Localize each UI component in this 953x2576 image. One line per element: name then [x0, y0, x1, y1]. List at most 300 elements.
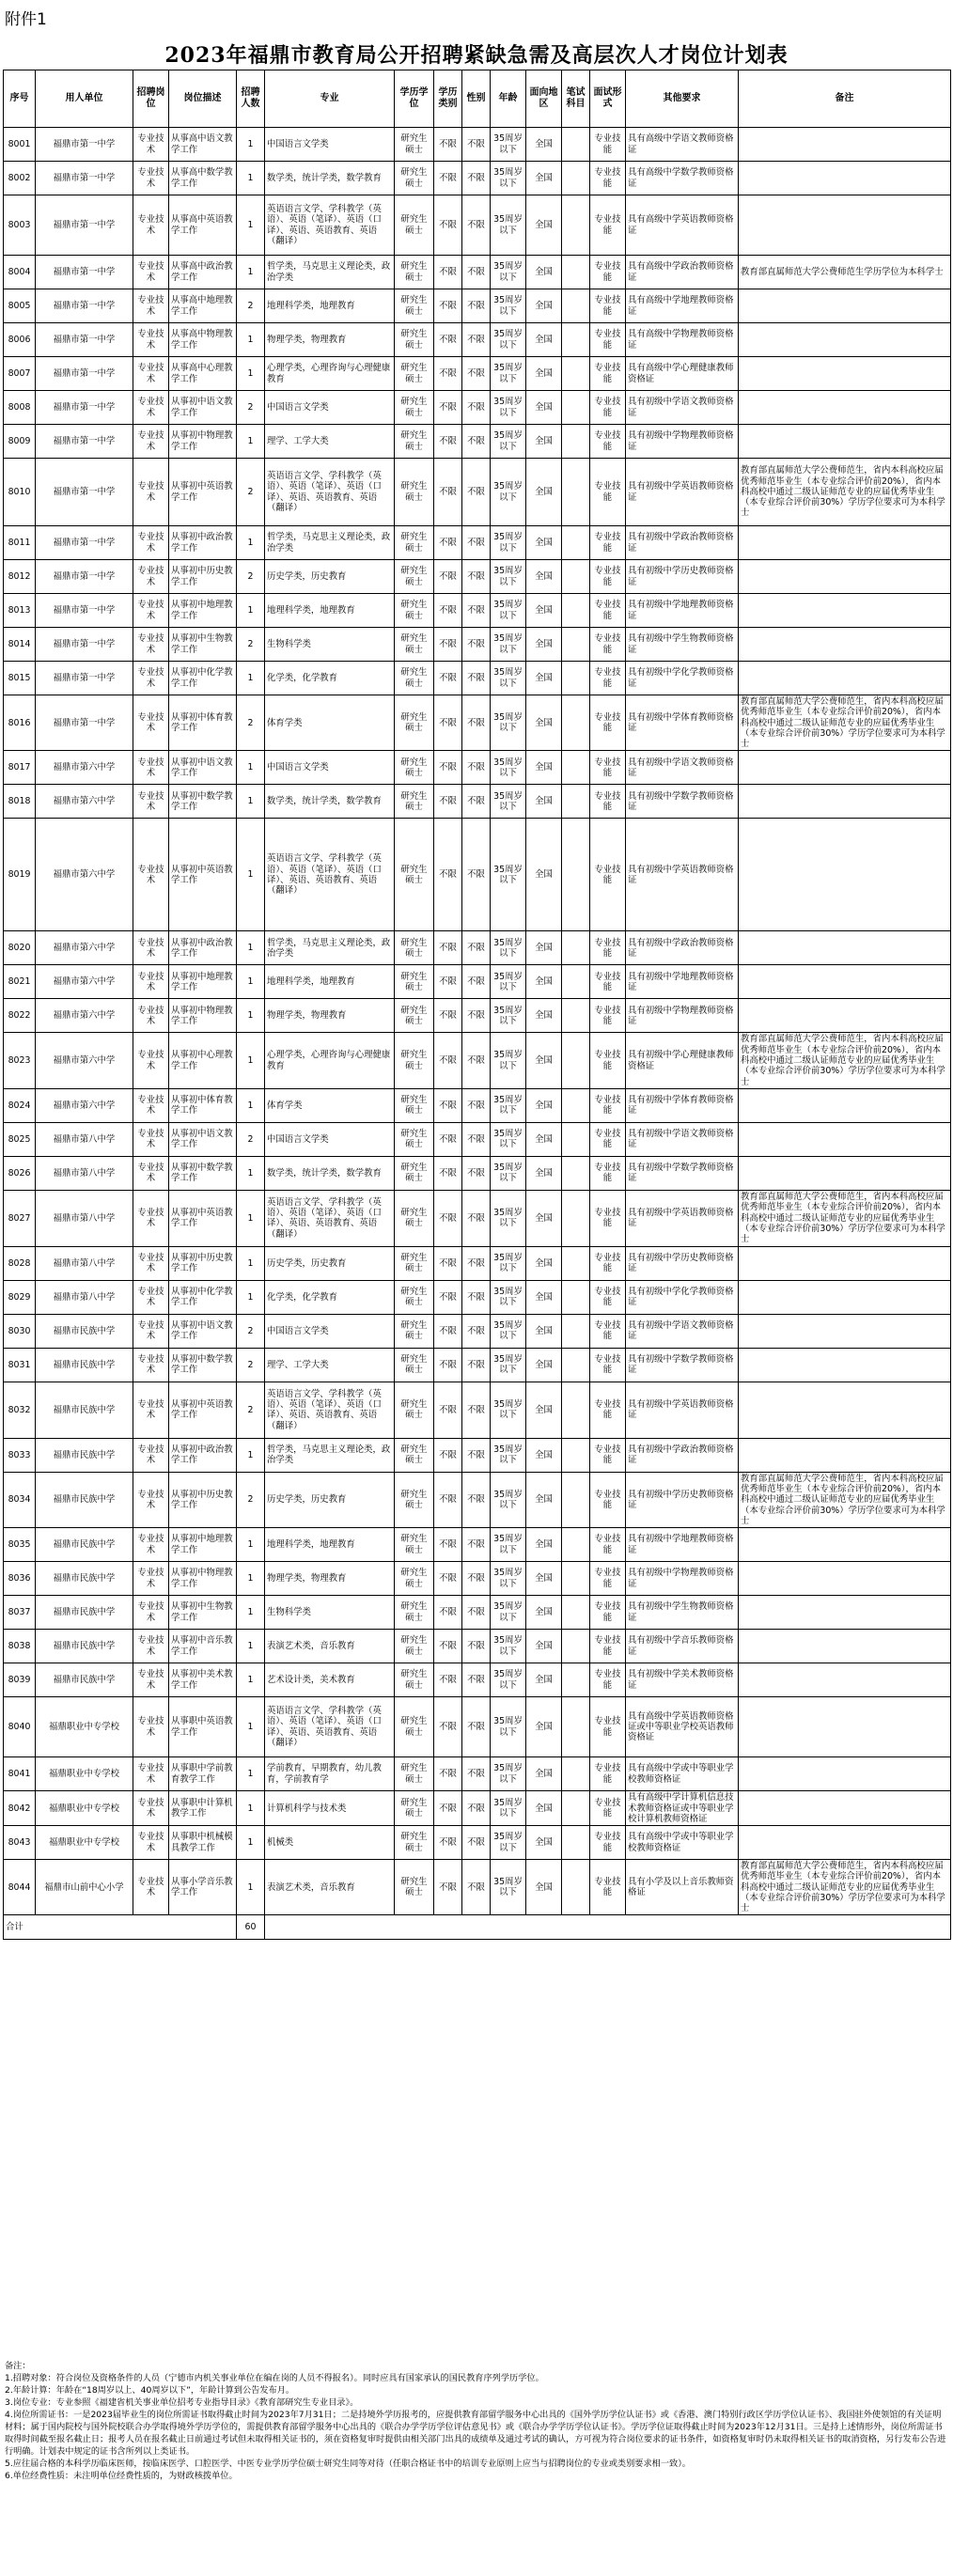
- table-cell: 具有高级中学语文教师资格证: [626, 128, 739, 162]
- table-cell: 专业技术: [133, 560, 169, 594]
- table-cell: 8021: [4, 965, 36, 999]
- table-cell: [562, 1663, 590, 1697]
- table-cell: 研究生硕士: [395, 323, 434, 357]
- table-cell: 英语语言文学、学科教学（英语）、英语（笔译）、英语（口译）、英语、英语教育、英语（翻译）: [265, 195, 395, 256]
- table-cell: 不限: [434, 1438, 462, 1472]
- table-cell: [562, 1596, 590, 1630]
- table-cell: 不限: [434, 1246, 462, 1280]
- table-cell: 专业技术: [133, 459, 169, 526]
- table-cell: 不限: [434, 1280, 462, 1314]
- table-cell: 专业技术: [133, 1156, 169, 1190]
- table-cell: [739, 1122, 951, 1156]
- table-cell: 福鼎市民族中学: [36, 1663, 133, 1697]
- table-cell: 专业技能: [590, 1596, 626, 1630]
- table-cell: 具有初级中学数学教师资格证: [626, 785, 739, 819]
- table-cell: 1: [237, 751, 265, 785]
- table-cell: 8020: [4, 931, 36, 965]
- table-row: [4, 323, 951, 357]
- header-cell: 序号: [4, 70, 36, 128]
- table-cell: 1: [237, 1088, 265, 1122]
- table-cell: 8029: [4, 1280, 36, 1314]
- table-cell: 历史学类，历史教育: [265, 560, 395, 594]
- table-cell: 全国: [526, 999, 562, 1033]
- table-cell: 全国: [526, 751, 562, 785]
- table-cell: 从事初中政治教学工作: [169, 931, 237, 965]
- table-cell: 研究生硕士: [395, 628, 434, 662]
- table-cell: 不限: [434, 1348, 462, 1382]
- table-cell: 35周岁以下: [491, 785, 526, 819]
- table-cell: [739, 1826, 951, 1860]
- table-cell: 1: [237, 323, 265, 357]
- table-cell: 全国: [526, 425, 562, 459]
- table-cell: 专业技术: [133, 1088, 169, 1122]
- table-cell: 物理学类，物理教育: [265, 1562, 395, 1596]
- table-cell: 8008: [4, 391, 36, 425]
- table-cell: 哲学类，马克思主义理论类，政治学类: [265, 256, 395, 289]
- table-cell: 福鼎市第一中学: [36, 594, 133, 628]
- table-cell: 不限: [462, 1122, 491, 1156]
- table-cell: 专业技术: [133, 1246, 169, 1280]
- table-cell: 1: [237, 594, 265, 628]
- table-cell: 35周岁以下: [491, 1860, 526, 1915]
- table-cell: 福鼎市民族中学: [36, 1438, 133, 1472]
- table-cell: 不限: [462, 1791, 491, 1826]
- table-cell: 不限: [462, 1757, 491, 1791]
- table-row: [4, 1122, 951, 1156]
- table-cell: 研究生硕士: [395, 425, 434, 459]
- table-cell: [562, 594, 590, 628]
- table-cell: 从事初中地理教学工作: [169, 1528, 237, 1562]
- table-cell: 全国: [526, 1122, 562, 1156]
- table-cell: 不限: [462, 560, 491, 594]
- table-row: [4, 1314, 951, 1348]
- table-cell: [562, 1246, 590, 1280]
- table-cell: [562, 1757, 590, 1791]
- table-cell: [739, 1663, 951, 1697]
- table-cell: 1: [237, 256, 265, 289]
- total-row: [4, 1915, 951, 1940]
- table-cell: 专业技能: [590, 1280, 626, 1314]
- table-cell: 专业技术: [133, 1348, 169, 1382]
- table-cell: 1: [237, 1826, 265, 1860]
- table-cell: 专业技术: [133, 1630, 169, 1663]
- table-cell: [562, 1791, 590, 1826]
- table-cell: [562, 1122, 590, 1156]
- table-cell: 福鼎市第一中学: [36, 128, 133, 162]
- table-cell: 全国: [526, 1382, 562, 1438]
- table-cell: 35周岁以下: [491, 1528, 526, 1562]
- table-cell: 从事初中体育教学工作: [169, 1088, 237, 1122]
- table-cell: 全国: [526, 1757, 562, 1791]
- table-cell: [562, 1438, 590, 1472]
- table-cell: 不限: [434, 819, 462, 931]
- table-cell: 从事职中机械模具教学工作: [169, 1826, 237, 1860]
- table-row: [4, 357, 951, 391]
- table-cell: 专业技术: [133, 357, 169, 391]
- table-cell: 不限: [462, 425, 491, 459]
- header-cell: 面试形式: [590, 70, 626, 128]
- table-cell: 从事初中英语教学工作: [169, 819, 237, 931]
- table-cell: 不限: [434, 1528, 462, 1562]
- table-cell: 从事小学音乐教学工作: [169, 1860, 237, 1915]
- table-cell: 1: [237, 1860, 265, 1915]
- table-cell: [739, 1348, 951, 1382]
- table-cell: 不限: [462, 1190, 491, 1246]
- table-cell: [562, 289, 590, 323]
- table-cell: [739, 323, 951, 357]
- table-cell: [562, 1088, 590, 1122]
- table-cell: 地理科学类，地理教育: [265, 594, 395, 628]
- table-cell: 全国: [526, 1438, 562, 1472]
- table-cell: [562, 256, 590, 289]
- table-cell: 8007: [4, 357, 36, 391]
- table-cell: 全国: [526, 931, 562, 965]
- table-cell: 35周岁以下: [491, 1630, 526, 1663]
- table-cell: 35周岁以下: [491, 1314, 526, 1348]
- table-row: [4, 931, 951, 965]
- table-cell: 35周岁以下: [491, 128, 526, 162]
- table-cell: 从事初中政治教学工作: [169, 1438, 237, 1472]
- table-cell: 2: [237, 628, 265, 662]
- table-cell: 8037: [4, 1596, 36, 1630]
- table-cell: [739, 526, 951, 560]
- table-cell: 8009: [4, 425, 36, 459]
- table-cell: 福鼎市民族中学: [36, 1596, 133, 1630]
- table-cell: 专业技术: [133, 1528, 169, 1562]
- table-cell: 1: [237, 1438, 265, 1472]
- table-cell: 研究生硕士: [395, 1348, 434, 1382]
- table-cell: [562, 965, 590, 999]
- header-cell: 性别: [462, 70, 491, 128]
- table-cell: 数学类，统计学类，数学教育: [265, 1156, 395, 1190]
- table-cell: [562, 695, 590, 751]
- table-cell: [739, 999, 951, 1033]
- table-cell: 不限: [462, 128, 491, 162]
- table-cell: 35周岁以下: [491, 391, 526, 425]
- table-cell: 专业技术: [133, 128, 169, 162]
- table-cell: 35周岁以下: [491, 751, 526, 785]
- table-cell: 8024: [4, 1088, 36, 1122]
- table-cell: 哲学类，马克思主义理论类，政治学类: [265, 1438, 395, 1472]
- table-cell: 中国语言文学类: [265, 391, 395, 425]
- table-cell: [739, 289, 951, 323]
- table-cell: 35周岁以下: [491, 425, 526, 459]
- table-cell: 8040: [4, 1697, 36, 1757]
- note-line: 5.应往届合格的本科学历临床医师，按临床医学、口腔医学、中医专业学历学位硕士研究生同等对待（任职合格证书中的培训专业原则上应当与招聘岗位的专业或类别要求相一致）。: [5, 2459, 691, 2469]
- table-body: [4, 128, 951, 1940]
- table-cell: 不限: [434, 1596, 462, 1630]
- table-cell: 不限: [462, 1088, 491, 1122]
- table-cell: 不限: [462, 1246, 491, 1280]
- table-cell: 从事初中语文教学工作: [169, 751, 237, 785]
- table-cell: 英语语言文学、学科教学（英语）、英语（笔译）、英语（口译）、英语、英语教育、英语（翻译）: [265, 459, 395, 526]
- table-cell: 不限: [434, 1791, 462, 1826]
- header-cell: 学历类别: [434, 70, 462, 128]
- table-cell: 全国: [526, 1528, 562, 1562]
- table-cell: 专业技术: [133, 1596, 169, 1630]
- table-cell: 从事高中地理教学工作: [169, 289, 237, 323]
- table-row: [4, 1826, 951, 1860]
- table-cell: [562, 425, 590, 459]
- table-cell: 艺术设计类，美术教育: [265, 1663, 395, 1697]
- table-cell: 从事初中心理教学工作: [169, 1033, 237, 1088]
- table-cell: [562, 1382, 590, 1438]
- table-cell: 35周岁以下: [491, 1122, 526, 1156]
- table-cell: 物理学类，物理教育: [265, 323, 395, 357]
- table-cell: 专业技能: [590, 526, 626, 560]
- table-cell: 地理科学类，地理教育: [265, 965, 395, 999]
- table-cell: 不限: [434, 751, 462, 785]
- table-cell: 研究生硕士: [395, 1122, 434, 1156]
- table-cell: [739, 628, 951, 662]
- table-cell: 35周岁以下: [491, 1348, 526, 1382]
- table-cell: 不限: [462, 1156, 491, 1190]
- table-cell: 专业技能: [590, 999, 626, 1033]
- table-cell: 35周岁以下: [491, 1438, 526, 1472]
- table-cell: 8012: [4, 560, 36, 594]
- table-cell: 教育部直属师范大学公费师范生，省内本科高校应届优秀师范毕业生（本专业综合评价前20%），省内本科高校中通过二级认证师范专业的应届优秀毕业生（本专业综合评价前30%）学历学位要求可为本科学士: [739, 1190, 951, 1246]
- table-cell: 全国: [526, 323, 562, 357]
- table-cell: 不限: [434, 594, 462, 628]
- table-row: [4, 1472, 951, 1527]
- table-cell: 不限: [434, 1314, 462, 1348]
- table-cell: 8016: [4, 695, 36, 751]
- position-plan-table: [3, 70, 951, 1940]
- table-row: [4, 1860, 951, 1915]
- table-cell: 研究生硕士: [395, 256, 434, 289]
- table-cell: 不限: [434, 195, 462, 256]
- table-cell: 1: [237, 965, 265, 999]
- table-cell: 不限: [462, 819, 491, 931]
- table-cell: 专业技术: [133, 391, 169, 425]
- table-cell: 福鼎市第一中学: [36, 459, 133, 526]
- table-cell: 化学类，化学教育: [265, 662, 395, 695]
- table-cell: 不限: [462, 357, 491, 391]
- table-cell: 8006: [4, 323, 36, 357]
- table-cell: 不限: [434, 1190, 462, 1246]
- table-cell: 1: [237, 1528, 265, 1562]
- table-cell: 35周岁以下: [491, 1826, 526, 1860]
- table-row: [4, 1697, 951, 1757]
- table-cell: 物理学类，物理教育: [265, 999, 395, 1033]
- table-cell: 专业技术: [133, 931, 169, 965]
- note-line: 4.岗位所需证书：一是2023届毕业生的岗位所需证书取得截止时间为2023年7月31日；二是持境外学历报考的，应提供教育部留学服务中心出具的《国外学历学位认证书》或《香港、澳门特别行政区学历学位认证书》、我国驻外使领馆的有关证明材料；属于国内院校与国外院校联合办学取得境外学历学位的，需提供教育部留学服务中心出具的《联合办学学历学位评估意见书》或《联合办学学历学位认证书》。学历学位证取得截止时间为2023年12月31日。三是持上述情形外，岗位所需证书取得时间截至报名截止日；报考人员在报名截止日前通过考试但未取得相关证书的，须在资格复审时提供由相关部门出具的成绩单及通过考试的确认，方可视为符合岗位要求的证书条件，如资格复审时仍未取得相关证书的取消资格，另行发布公告进行明确。计划表中规定的证书含所列以上类证书。: [5, 2410, 946, 2457]
- table-cell: 具有初级中学语文教师资格证: [626, 391, 739, 425]
- table-cell: 机械类: [265, 1826, 395, 1860]
- table-cell: [562, 751, 590, 785]
- table-cell: 不限: [462, 965, 491, 999]
- table-cell: 35周岁以下: [491, 162, 526, 195]
- table-cell: 8025: [4, 1122, 36, 1156]
- table-cell: 研究生硕士: [395, 1190, 434, 1246]
- table-cell: 具有初级中学数学教师资格证: [626, 1348, 739, 1382]
- table-cell: [562, 819, 590, 931]
- table-cell: 1: [237, 1596, 265, 1630]
- table-cell: 研究生硕士: [395, 931, 434, 965]
- table-cell: 计算机科学与技术类: [265, 1791, 395, 1826]
- table-cell: 专业技能: [590, 289, 626, 323]
- table-cell: 2: [237, 1314, 265, 1348]
- table-cell: 具有初级中学英语教师资格证: [626, 459, 739, 526]
- table-cell: 从事职中计算机教学工作: [169, 1791, 237, 1826]
- table-cell: 体育学类: [265, 1088, 395, 1122]
- table-row: [4, 751, 951, 785]
- table-cell: 从事初中物理教学工作: [169, 1562, 237, 1596]
- table-cell: 具有初级中学体育教师资格证: [626, 1088, 739, 1122]
- table-cell: [562, 1562, 590, 1596]
- table-cell: 不限: [434, 560, 462, 594]
- table-cell: 不限: [434, 459, 462, 526]
- table-cell: 教育部直属师范大学公费师范生，省内本科高校应届优秀师范毕业生（本专业综合评价前20%），省内本科高校中通过二级认证师范专业的应届优秀毕业生（本专业综合评价前30%）学历学位要求可为本科学士: [739, 1033, 951, 1088]
- table-cell: 不限: [462, 1314, 491, 1348]
- table-cell: [562, 162, 590, 195]
- table-cell: 不限: [434, 965, 462, 999]
- table-cell: 1: [237, 1757, 265, 1791]
- table-cell: 福鼎市第一中学: [36, 323, 133, 357]
- table-cell: [562, 931, 590, 965]
- table-cell: 不限: [434, 1630, 462, 1663]
- table-cell: 全国: [526, 560, 562, 594]
- table-cell: 专业技能: [590, 1348, 626, 1382]
- table-cell: 专业技能: [590, 1438, 626, 1472]
- table-cell: 8036: [4, 1562, 36, 1596]
- table-cell: 研究生硕士: [395, 195, 434, 256]
- header-cell: 招聘岗位: [133, 70, 169, 128]
- table-cell: 不限: [462, 195, 491, 256]
- table-cell: 不限: [462, 162, 491, 195]
- table-cell: 35周岁以下: [491, 1190, 526, 1246]
- table-cell: [562, 785, 590, 819]
- table-cell: 2: [237, 289, 265, 323]
- header-cell: 年龄: [491, 70, 526, 128]
- table-cell: 不限: [462, 1663, 491, 1697]
- table-cell: 具有初级中学物理教师资格证: [626, 425, 739, 459]
- table-cell: 专业技能: [590, 1757, 626, 1791]
- table-cell: 不限: [462, 1280, 491, 1314]
- table-cell: 不限: [462, 1528, 491, 1562]
- table-cell: 全国: [526, 628, 562, 662]
- table-row: [4, 628, 951, 662]
- table-cell: 2: [237, 695, 265, 751]
- table-cell: 研究生硕士: [395, 695, 434, 751]
- table-cell: 35周岁以下: [491, 256, 526, 289]
- table-cell: 从事初中物理教学工作: [169, 425, 237, 459]
- table-cell: 专业技能: [590, 425, 626, 459]
- table-cell: 专业技能: [590, 1630, 626, 1663]
- table-cell: 35周岁以下: [491, 628, 526, 662]
- table-cell: 全国: [526, 1280, 562, 1314]
- table-cell: 不限: [434, 1033, 462, 1088]
- table-cell: 不限: [462, 1033, 491, 1088]
- table-row: [4, 1791, 951, 1826]
- table-cell: 专业技术: [133, 594, 169, 628]
- table-cell: 数学类，统计学类，数学教育: [265, 162, 395, 195]
- table-cell: 专业技术: [133, 162, 169, 195]
- table-cell: 具有初级中学地理教师资格证: [626, 1528, 739, 1562]
- table-cell: 具有小学及以上音乐教师资格证: [626, 1860, 739, 1915]
- table-cell: 从事职中英语教学工作: [169, 1697, 237, 1757]
- table-cell: [739, 1697, 951, 1757]
- table-cell: 福鼎市第八中学: [36, 1280, 133, 1314]
- table-cell: 研究生硕士: [395, 1472, 434, 1527]
- table-row: [4, 128, 951, 162]
- table-cell: 不限: [434, 357, 462, 391]
- table-cell: 研究生硕士: [395, 1033, 434, 1088]
- table-cell: 不限: [434, 1860, 462, 1915]
- table-cell: 1: [237, 1033, 265, 1088]
- table-cell: 专业技能: [590, 1826, 626, 1860]
- table-cell: 福鼎市第一中学: [36, 628, 133, 662]
- table-cell: 1: [237, 1246, 265, 1280]
- table-cell: [562, 1630, 590, 1663]
- table-cell: 全国: [526, 1246, 562, 1280]
- table-cell: [739, 357, 951, 391]
- table-cell: 35周岁以下: [491, 1156, 526, 1190]
- table-cell: 全国: [526, 1033, 562, 1088]
- note-line: 2.年龄计算：年龄在“18周岁以上、40周岁以下”，年龄计算到公告发布月。: [5, 2385, 295, 2396]
- table-cell: 研究生硕士: [395, 594, 434, 628]
- table-cell: 全国: [526, 289, 562, 323]
- table-cell: 1: [237, 1697, 265, 1757]
- table-cell: [739, 1314, 951, 1348]
- header-cell: 岗位描述: [169, 70, 237, 128]
- table-cell: 35周岁以下: [491, 526, 526, 560]
- table-cell: [739, 128, 951, 162]
- table-row: [4, 1033, 951, 1088]
- table-cell: [562, 459, 590, 526]
- table-cell: 福鼎市民族中学: [36, 1314, 133, 1348]
- table-cell: 不限: [434, 695, 462, 751]
- table-cell: 福鼎市民族中学: [36, 1472, 133, 1527]
- note-line: 6.单位经费性质：未注明单位经费性质的，为财政核拨单位。: [5, 2471, 238, 2481]
- table-cell: 全国: [526, 662, 562, 695]
- table-cell: 1: [237, 425, 265, 459]
- table-cell: 全国: [526, 162, 562, 195]
- table-cell: 2: [237, 1348, 265, 1382]
- table-cell: 专业技术: [133, 1697, 169, 1757]
- table-cell: [562, 1348, 590, 1382]
- table-cell: 研究生硕士: [395, 1596, 434, 1630]
- table-cell: 不限: [434, 526, 462, 560]
- table-cell: 具有初级中学生物教师资格证: [626, 1596, 739, 1630]
- table-cell: 35周岁以下: [491, 357, 526, 391]
- table-cell: 英语语言文学、学科教学（英语）、英语（笔译）、英语（口译）、英语、英语教育、英语（翻译）: [265, 1190, 395, 1246]
- table-cell: 8022: [4, 999, 36, 1033]
- table-cell: 从事高中物理教学工作: [169, 323, 237, 357]
- table-cell: 不限: [462, 931, 491, 965]
- table-cell: 专业技能: [590, 594, 626, 628]
- table-cell: 专业技能: [590, 1562, 626, 1596]
- table-cell: 2: [237, 1122, 265, 1156]
- table-cell: 8038: [4, 1630, 36, 1663]
- table-cell: 专业技术: [133, 526, 169, 560]
- table-row: [4, 1088, 951, 1122]
- table-cell: 教育部直属师范大学公费师范生，省内本科高校应届优秀师范毕业生（本专业综合评价前20%），省内本科高校中通过二级认证师范专业的应届优秀毕业生（本专业综合评价前30%）学历学位要求可为本科学士: [739, 1860, 951, 1915]
- table-cell: 专业技术: [133, 662, 169, 695]
- table-cell: 8042: [4, 1791, 36, 1826]
- table-row: [4, 1190, 951, 1246]
- table-cell: [562, 195, 590, 256]
- table-cell: [739, 1280, 951, 1314]
- table-cell: 1: [237, 195, 265, 256]
- table-cell: 体育学类: [265, 695, 395, 751]
- table-cell: 1: [237, 357, 265, 391]
- table-cell: 研究生硕士: [395, 289, 434, 323]
- table-cell: 中国语言文学类: [265, 128, 395, 162]
- table-row: [4, 391, 951, 425]
- table-cell: [562, 662, 590, 695]
- table-cell: 全国: [526, 1663, 562, 1697]
